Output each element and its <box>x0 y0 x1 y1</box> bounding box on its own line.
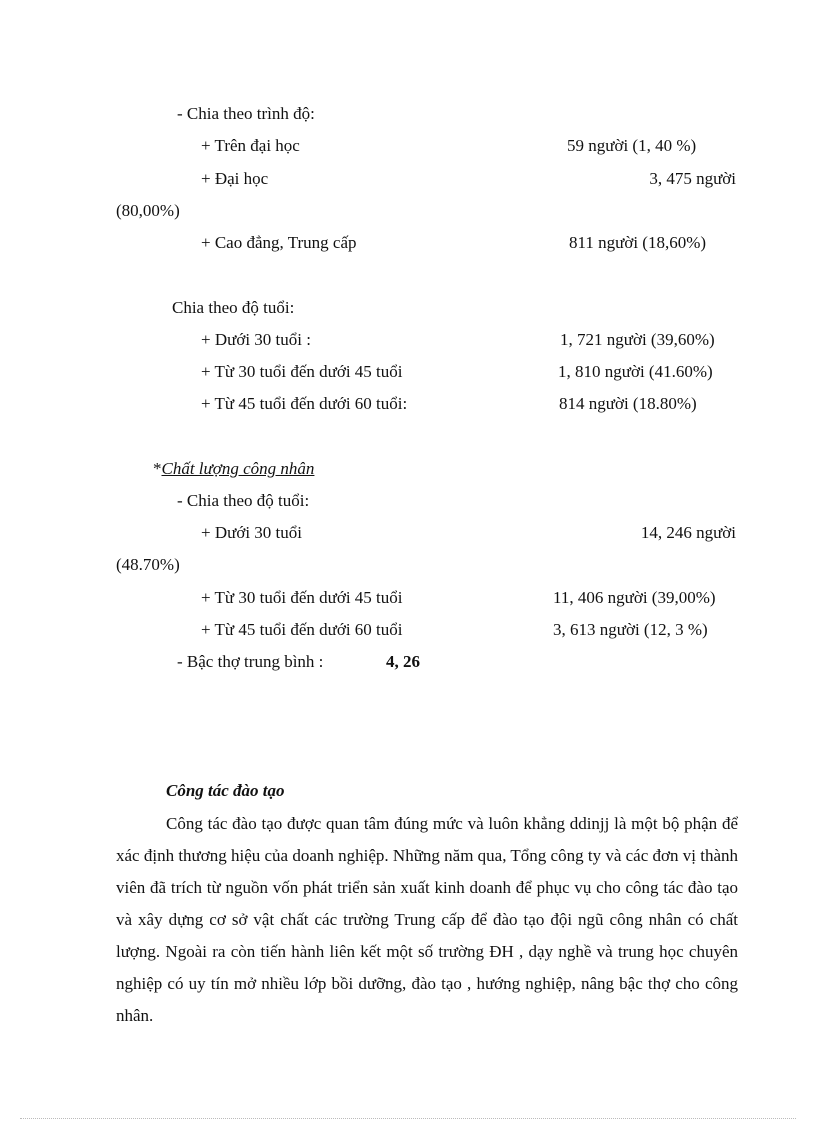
worker-quality-title: Chất lượng công nhân <box>161 459 315 478</box>
worker-row-value: 14, 246 người <box>640 523 736 542</box>
training-title: Công tác đào tạo <box>166 781 285 800</box>
age-heading: Chia theo độ tuổi: <box>172 298 295 317</box>
qualification-row-value: 59 người (1, 40 %) <box>567 136 697 155</box>
qualification-row-label: + Cao đẳng, Trung cấp <box>201 233 357 252</box>
age-row-value: 814 người (18.80%) <box>559 394 697 413</box>
age-row-value: 1, 721 người (39,60%) <box>560 330 715 349</box>
footer-divider <box>20 1118 796 1119</box>
worker-row-label: + Từ 30 tuổi đến dưới 45 tuổi <box>201 588 403 607</box>
qualification-row-value: 811 người (18,60%) <box>569 233 707 252</box>
age-row-label: + Từ 45 tuổi đến dưới 60 tuổi: <box>201 394 408 413</box>
asterisk-mark: * <box>153 459 162 478</box>
worker-row-label: + Dưới 30 tuổi <box>201 523 302 542</box>
qualification-row-value-wrap: (80,00%) <box>116 201 180 220</box>
qualification-row-value: 3, 475 người <box>649 169 736 188</box>
training-paragraph <box>116 808 738 1032</box>
average-grade-label: - Bậc thợ trung bình : <box>177 652 324 671</box>
worker-age-heading: - Chia theo độ tuổi: <box>177 491 310 510</box>
worker-row-value: 11, 406 người (39,00%) <box>553 588 716 607</box>
worker-row-value-wrap: (48.70%) <box>116 555 180 574</box>
qualification-row-label: + Trên đại học <box>201 136 300 155</box>
age-row-label: + Từ 30 tuổi đến dưới 45 tuổi <box>201 362 403 381</box>
qualification-heading: - Chia theo trình độ: <box>177 104 315 123</box>
age-row-label: + Dưới 30 tuổi : <box>201 330 311 349</box>
qualification-row-label: + Đại học <box>201 169 269 188</box>
training-paragraph-text: Công tác đào tạo được quan tâm đúng mức và luôn khẳng ddinjj là một bộ phận để xác định thương hiệu của doanh nghiệp. Những năm qua, Tổng công ty và các đơn vị thành viên đã trích từ nguồn vốn phát triển sản xuất kinh doanh để phục vụ cho công tác đào tạo và xây dựng cơ sở vật chất các trường Trung cấp để đào tạo đội ngũ công nhân có chất lượng. Ngoài ra còn tiến hành liên kết một số trường ĐH , dạy nghề và trung học chuyên nghiệp có uy tín mở nhiều lớp bồi dưỡng, đào tạo , hướng nghiệp, nâng bậc thợ cho công nhân. <box>116 814 738 1025</box>
average-grade-value: 4, 26 <box>386 652 420 671</box>
age-row-value: 1, 810 người (41.60%) <box>558 362 713 381</box>
worker-quality-heading <box>153 458 314 480</box>
worker-row-value: 3, 613 người (12, 3 %) <box>553 620 708 639</box>
worker-row-label: + Từ 45 tuổi đến dưới 60 tuổi <box>201 620 403 639</box>
